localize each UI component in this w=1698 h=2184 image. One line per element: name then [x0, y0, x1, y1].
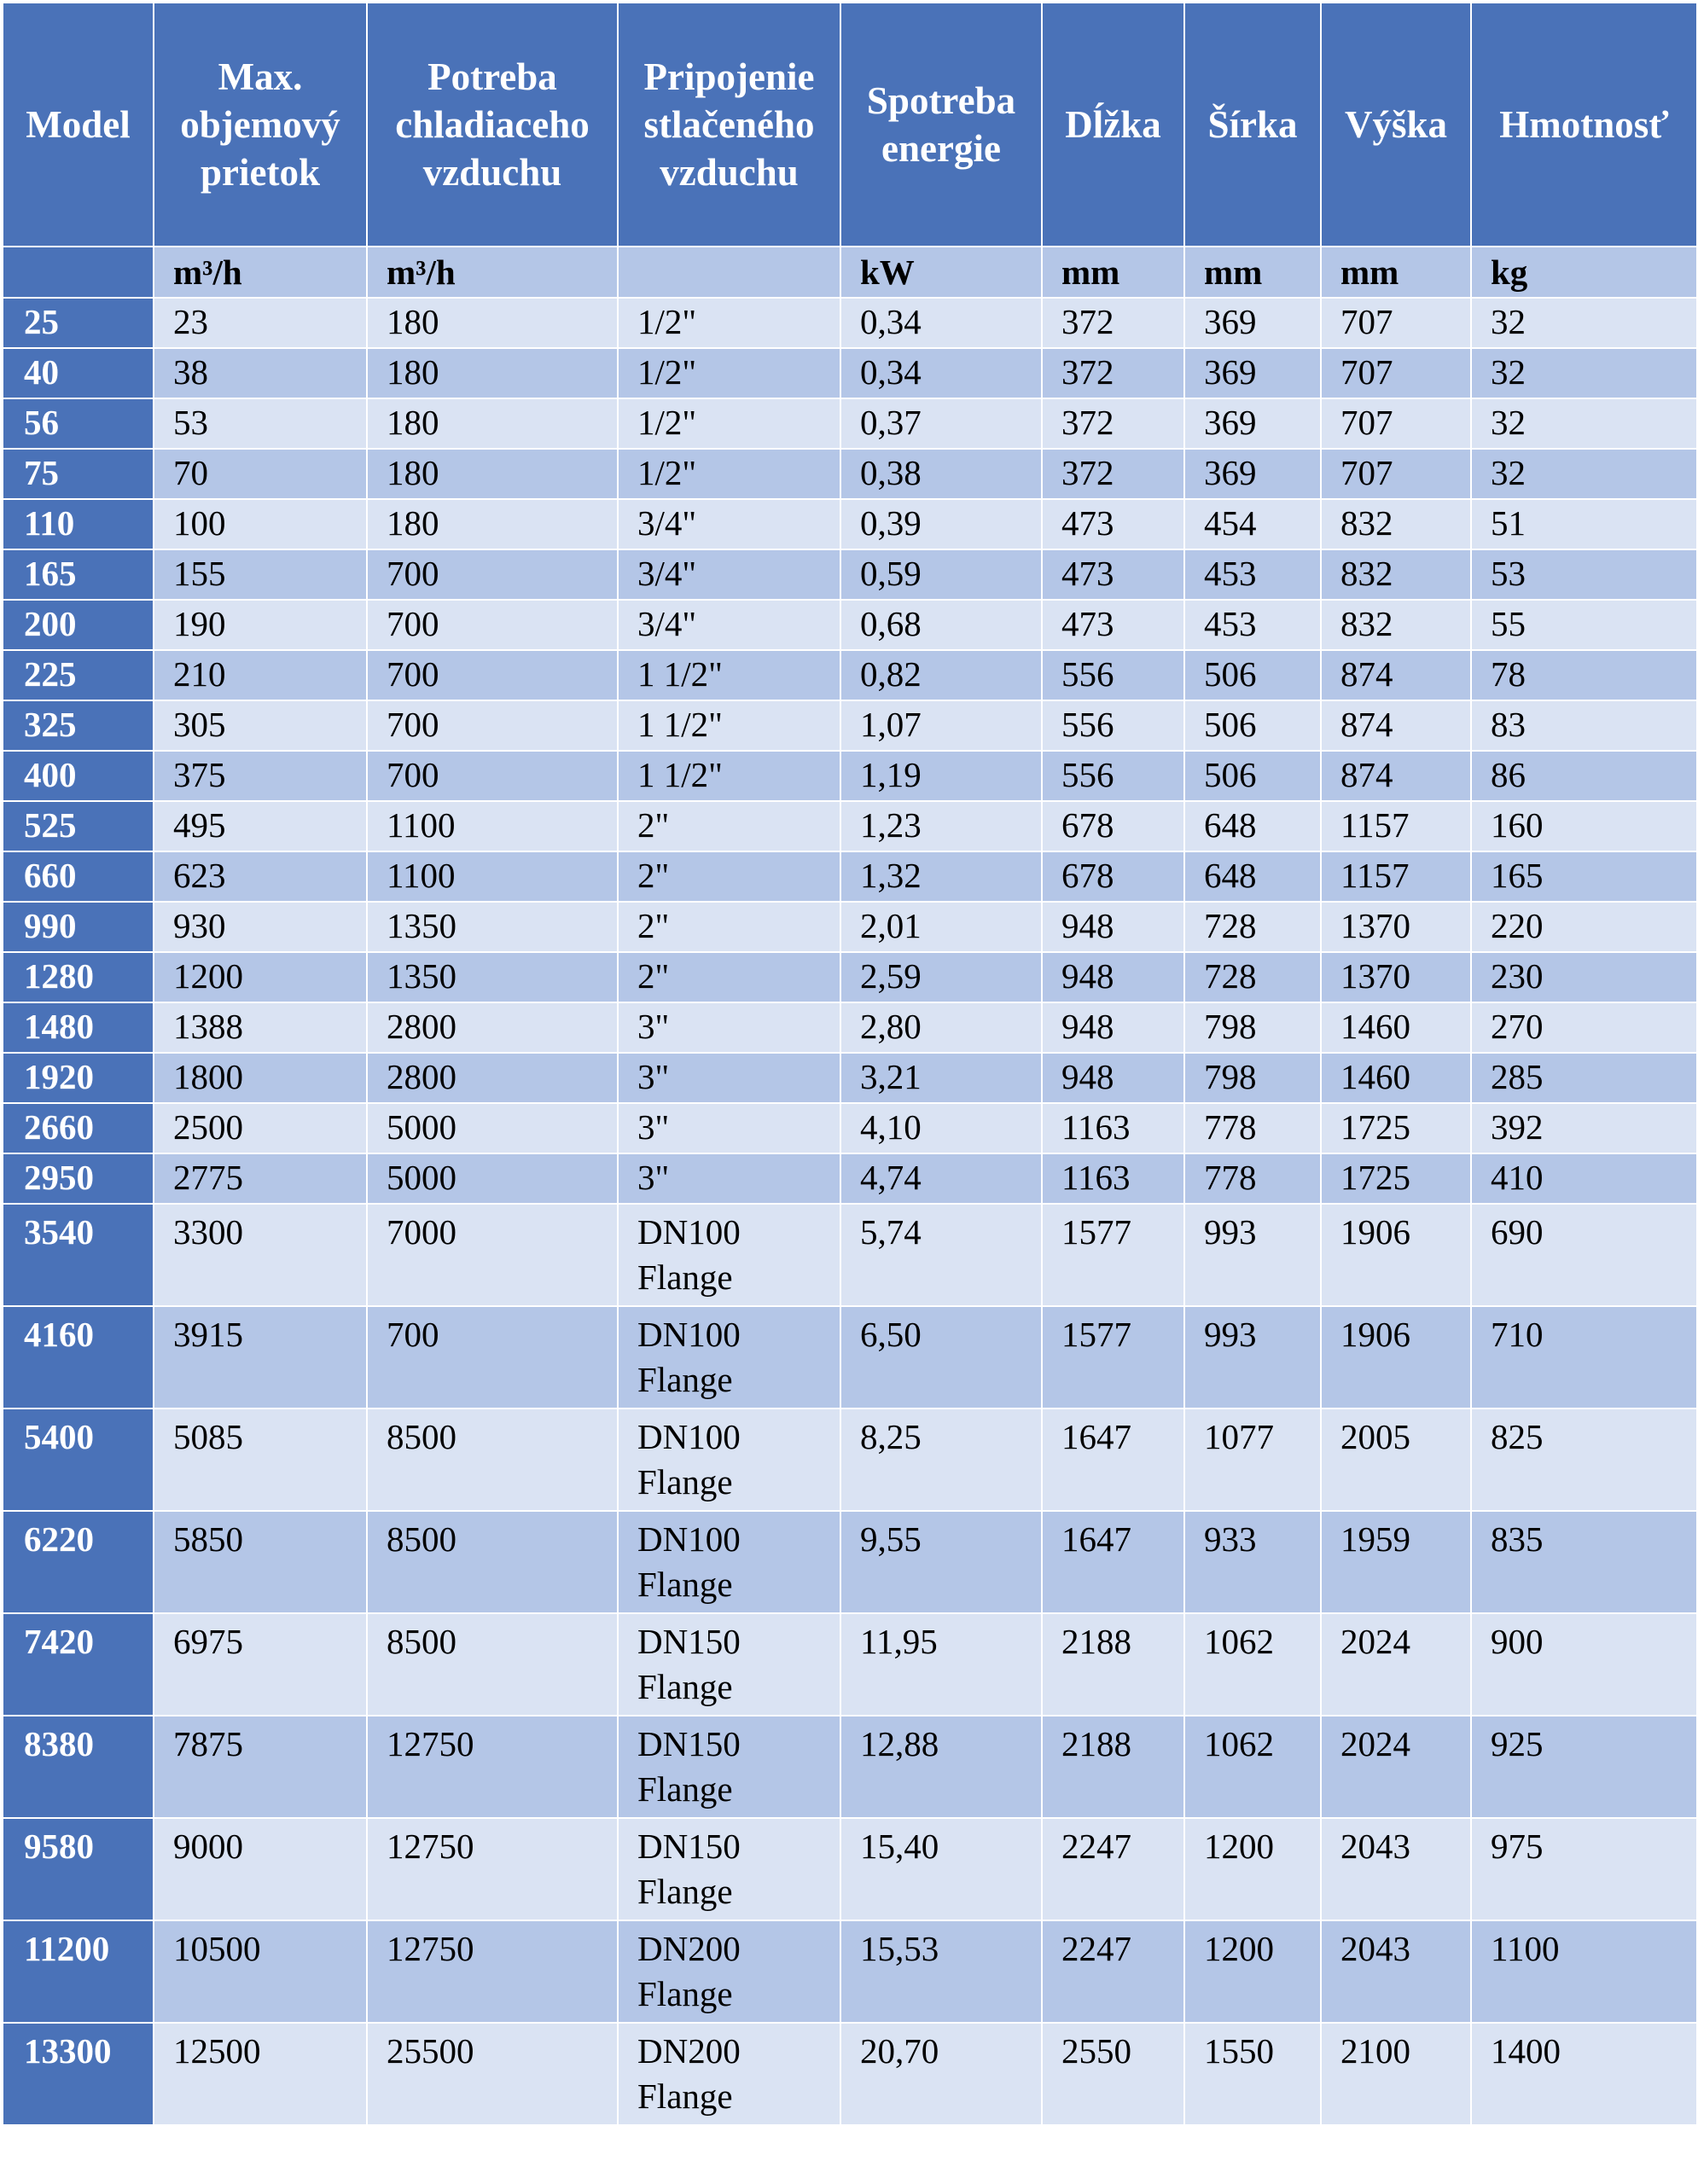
table-row	[3, 1204, 1697, 1306]
cell-model: 13300	[3, 2023, 154, 2125]
cell-energy: 9,55	[840, 1511, 1042, 1613]
cell-length: 372	[1042, 348, 1184, 398]
cell-model: 525	[3, 801, 154, 851]
cell-width: 369	[1184, 298, 1321, 348]
cell-weight: 835	[1471, 1511, 1697, 1613]
cell-model: 225	[3, 650, 154, 700]
cell-connection: 3/4"	[618, 549, 840, 600]
cell-weight: 86	[1471, 751, 1697, 801]
cell-width: 993	[1184, 1306, 1321, 1409]
table-row	[3, 700, 1697, 751]
cell-energy: 1,23	[840, 801, 1042, 851]
cell-height: 2043	[1321, 1920, 1471, 2023]
cell-length: 948	[1042, 952, 1184, 1002]
cell-connection: 1 1/2"	[618, 700, 840, 751]
cell-cooling-air: 700	[367, 549, 618, 600]
cell-model: 400	[3, 751, 154, 801]
cell-height: 1725	[1321, 1103, 1471, 1153]
table-row	[3, 851, 1697, 902]
cell-connection: DN200 Flange	[618, 2023, 840, 2125]
cell-max-flow: 495	[154, 801, 367, 851]
cell-cooling-air: 8500	[367, 1613, 618, 1716]
table-row	[3, 751, 1697, 801]
cell-model: 11200	[3, 1920, 154, 2023]
cell-connection: DN100 Flange	[618, 1306, 840, 1409]
cell-max-flow: 623	[154, 851, 367, 902]
cell-energy: 8,25	[840, 1409, 1042, 1511]
cell-length: 678	[1042, 851, 1184, 902]
cell-model: 25	[3, 298, 154, 348]
cell-max-flow: 12500	[154, 2023, 367, 2125]
cell-weight: 32	[1471, 398, 1697, 449]
cell-cooling-air: 180	[367, 298, 618, 348]
cell-energy: 0,68	[840, 600, 1042, 650]
cell-length: 1577	[1042, 1204, 1184, 1306]
cell-energy: 12,88	[840, 1716, 1042, 1818]
cell-connection: DN150 Flange	[618, 1716, 840, 1818]
cell-model: 1480	[3, 1002, 154, 1053]
table-row	[3, 1306, 1697, 1409]
cell-length: 372	[1042, 449, 1184, 499]
unit-max-flow: m³/h	[154, 247, 367, 298]
cell-cooling-air: 8500	[367, 1409, 618, 1511]
cell-height: 707	[1321, 398, 1471, 449]
cell-connection: 1/2"	[618, 449, 840, 499]
cell-weight: 32	[1471, 348, 1697, 398]
cell-weight: 1400	[1471, 2023, 1697, 2125]
unit-width: mm	[1184, 247, 1321, 298]
cell-length: 556	[1042, 751, 1184, 801]
cell-length: 473	[1042, 499, 1184, 549]
cell-weight: 160	[1471, 801, 1697, 851]
cell-weight: 83	[1471, 700, 1697, 751]
cell-max-flow: 23	[154, 298, 367, 348]
cell-max-flow: 10500	[154, 1920, 367, 2023]
cell-length: 556	[1042, 650, 1184, 700]
cell-cooling-air: 25500	[367, 2023, 618, 2125]
cell-height: 707	[1321, 298, 1471, 348]
cell-connection: 3"	[618, 1153, 840, 1204]
cell-width: 1200	[1184, 1818, 1321, 1920]
cell-energy: 2,59	[840, 952, 1042, 1002]
cell-energy: 0,82	[840, 650, 1042, 700]
table-row	[3, 298, 1697, 348]
table-row	[3, 1613, 1697, 1716]
cell-max-flow: 375	[154, 751, 367, 801]
cell-weight: 165	[1471, 851, 1697, 902]
unit-model	[3, 247, 154, 298]
cell-max-flow: 1800	[154, 1053, 367, 1103]
cell-weight: 53	[1471, 549, 1697, 600]
cell-connection: 1/2"	[618, 348, 840, 398]
cell-weight: 825	[1471, 1409, 1697, 1511]
cell-max-flow: 190	[154, 600, 367, 650]
table-body	[3, 298, 1697, 2125]
cell-width: 1062	[1184, 1613, 1321, 1716]
cell-max-flow: 9000	[154, 1818, 367, 1920]
cell-energy: 0,34	[840, 298, 1042, 348]
cell-length: 2247	[1042, 1818, 1184, 1920]
cell-cooling-air: 700	[367, 751, 618, 801]
table-row	[3, 902, 1697, 952]
cell-model: 1920	[3, 1053, 154, 1103]
table-row	[3, 1409, 1697, 1511]
cell-model: 325	[3, 700, 154, 751]
cell-height: 1959	[1321, 1511, 1471, 1613]
cell-max-flow: 5850	[154, 1511, 367, 1613]
cell-cooling-air: 1350	[367, 902, 618, 952]
cell-height: 707	[1321, 449, 1471, 499]
cell-cooling-air: 180	[367, 499, 618, 549]
cell-energy: 0,38	[840, 449, 1042, 499]
cell-height: 874	[1321, 751, 1471, 801]
cell-width: 1062	[1184, 1716, 1321, 1818]
cell-length: 948	[1042, 1002, 1184, 1053]
table-row	[3, 952, 1697, 1002]
header-cooling-air: Potreba chladiaceho vzduchu	[367, 3, 618, 247]
cell-cooling-air: 8500	[367, 1511, 618, 1613]
cell-width: 1550	[1184, 2023, 1321, 2125]
cell-connection: 2"	[618, 851, 840, 902]
table-row	[3, 1716, 1697, 1818]
table-row	[3, 499, 1697, 549]
cell-width: 993	[1184, 1204, 1321, 1306]
table-row	[3, 1153, 1697, 1204]
cell-connection: 1/2"	[618, 398, 840, 449]
cell-height: 832	[1321, 499, 1471, 549]
cell-energy: 1,07	[840, 700, 1042, 751]
cell-width: 369	[1184, 449, 1321, 499]
cell-model: 660	[3, 851, 154, 902]
cell-cooling-air: 1350	[367, 952, 618, 1002]
cell-model: 2660	[3, 1103, 154, 1153]
cell-connection: 3"	[618, 1103, 840, 1153]
cell-connection: DN100 Flange	[618, 1511, 840, 1613]
cell-cooling-air: 5000	[367, 1153, 618, 1204]
cell-energy: 11,95	[840, 1613, 1042, 1716]
cell-height: 2043	[1321, 1818, 1471, 1920]
cell-model: 3540	[3, 1204, 154, 1306]
cell-width: 369	[1184, 398, 1321, 449]
cell-weight: 410	[1471, 1153, 1697, 1204]
cell-width: 778	[1184, 1153, 1321, 1204]
cell-height: 2005	[1321, 1409, 1471, 1511]
cell-cooling-air: 180	[367, 398, 618, 449]
table-row	[3, 650, 1697, 700]
cell-width: 506	[1184, 700, 1321, 751]
table-row	[3, 600, 1697, 650]
cell-length: 2188	[1042, 1716, 1184, 1818]
cell-length: 1163	[1042, 1153, 1184, 1204]
cell-energy: 0,34	[840, 348, 1042, 398]
unit-cooling-air: m³/h	[367, 247, 618, 298]
cell-cooling-air: 1100	[367, 851, 618, 902]
cell-weight: 710	[1471, 1306, 1697, 1409]
cell-length: 1647	[1042, 1409, 1184, 1511]
cell-energy: 1,19	[840, 751, 1042, 801]
header-energy-consumption: Spotreba energie	[840, 3, 1042, 247]
cell-width: 648	[1184, 801, 1321, 851]
table-row	[3, 449, 1697, 499]
cell-width: 1077	[1184, 1409, 1321, 1511]
cell-length: 2550	[1042, 2023, 1184, 2125]
cell-model: 4160	[3, 1306, 154, 1409]
cell-height: 2024	[1321, 1613, 1471, 1716]
cell-max-flow: 70	[154, 449, 367, 499]
cell-model: 5400	[3, 1409, 154, 1511]
spec-table	[2, 2, 1698, 2126]
cell-connection: 3"	[618, 1002, 840, 1053]
cell-width: 798	[1184, 1053, 1321, 1103]
table-row	[3, 1103, 1697, 1153]
table-row	[3, 549, 1697, 600]
cell-connection: 3/4"	[618, 600, 840, 650]
cell-width: 506	[1184, 650, 1321, 700]
cell-max-flow: 930	[154, 902, 367, 952]
cell-weight: 1100	[1471, 1920, 1697, 2023]
cell-cooling-air: 700	[367, 700, 618, 751]
cell-width: 1200	[1184, 1920, 1321, 2023]
header-weight: Hmotnosť	[1471, 3, 1697, 247]
cell-width: 369	[1184, 348, 1321, 398]
cell-cooling-air: 5000	[367, 1103, 618, 1153]
cell-width: 798	[1184, 1002, 1321, 1053]
cell-height: 1725	[1321, 1153, 1471, 1204]
cell-height: 1460	[1321, 1002, 1471, 1053]
cell-connection: 2"	[618, 952, 840, 1002]
cell-height: 874	[1321, 700, 1471, 751]
cell-height: 1157	[1321, 801, 1471, 851]
cell-height: 832	[1321, 600, 1471, 650]
cell-height: 832	[1321, 549, 1471, 600]
cell-model: 8380	[3, 1716, 154, 1818]
table-row	[3, 1920, 1697, 2023]
cell-length: 948	[1042, 1053, 1184, 1103]
unit-height: mm	[1321, 247, 1471, 298]
cell-weight: 925	[1471, 1716, 1697, 1818]
cell-width: 648	[1184, 851, 1321, 902]
cell-energy: 20,70	[840, 2023, 1042, 2125]
cell-energy: 0,37	[840, 398, 1042, 449]
cell-energy: 5,74	[840, 1204, 1042, 1306]
header-height: Výška	[1321, 3, 1471, 247]
cell-max-flow: 1200	[154, 952, 367, 1002]
cell-weight: 32	[1471, 449, 1697, 499]
cell-width: 454	[1184, 499, 1321, 549]
cell-model: 7420	[3, 1613, 154, 1716]
cell-energy: 4,74	[840, 1153, 1042, 1204]
table-row	[3, 1002, 1697, 1053]
cell-length: 556	[1042, 700, 1184, 751]
cell-length: 1163	[1042, 1103, 1184, 1153]
cell-max-flow: 53	[154, 398, 367, 449]
cell-energy: 0,39	[840, 499, 1042, 549]
units-row	[3, 247, 1697, 298]
cell-max-flow: 6975	[154, 1613, 367, 1716]
cell-length: 678	[1042, 801, 1184, 851]
cell-width: 506	[1184, 751, 1321, 801]
cell-cooling-air: 180	[367, 449, 618, 499]
cell-width: 728	[1184, 902, 1321, 952]
cell-cooling-air: 700	[367, 1306, 618, 1409]
cell-model: 110	[3, 499, 154, 549]
cell-energy: 0,59	[840, 549, 1042, 600]
cell-energy: 2,01	[840, 902, 1042, 952]
cell-connection: DN100 Flange	[618, 1409, 840, 1511]
cell-length: 948	[1042, 902, 1184, 952]
cell-energy: 15,53	[840, 1920, 1042, 2023]
table-row	[3, 1818, 1697, 1920]
cell-cooling-air: 180	[367, 348, 618, 398]
cell-length: 372	[1042, 298, 1184, 348]
cell-connection: 3/4"	[618, 499, 840, 549]
cell-length: 1577	[1042, 1306, 1184, 1409]
cell-width: 728	[1184, 952, 1321, 1002]
table-row	[3, 2023, 1697, 2125]
header-max-flow: Max. objemový prietok	[154, 3, 367, 247]
table-row	[3, 801, 1697, 851]
header-row	[3, 3, 1697, 247]
table-row	[3, 398, 1697, 449]
cell-weight: 220	[1471, 902, 1697, 952]
cell-max-flow: 155	[154, 549, 367, 600]
cell-length: 372	[1042, 398, 1184, 449]
cell-model: 9580	[3, 1818, 154, 1920]
cell-max-flow: 7875	[154, 1716, 367, 1818]
cell-model: 40	[3, 348, 154, 398]
unit-length: mm	[1042, 247, 1184, 298]
cell-weight: 32	[1471, 298, 1697, 348]
unit-energy: kW	[840, 247, 1042, 298]
table-row	[3, 1511, 1697, 1613]
cell-energy: 1,32	[840, 851, 1042, 902]
cell-connection: 3"	[618, 1053, 840, 1103]
cell-length: 473	[1042, 600, 1184, 650]
cell-cooling-air: 12750	[367, 1716, 618, 1818]
cell-model: 2950	[3, 1153, 154, 1204]
cell-cooling-air: 12750	[367, 1818, 618, 1920]
cell-connection: 1 1/2"	[618, 751, 840, 801]
cell-length: 473	[1042, 549, 1184, 600]
cell-max-flow: 3300	[154, 1204, 367, 1306]
cell-width: 453	[1184, 600, 1321, 650]
cell-energy: 6,50	[840, 1306, 1042, 1409]
cell-connection: DN150 Flange	[618, 1613, 840, 1716]
cell-width: 453	[1184, 549, 1321, 600]
cell-connection: 1/2"	[618, 298, 840, 348]
header-model: Model	[3, 3, 154, 247]
cell-length: 2247	[1042, 1920, 1184, 2023]
cell-weight: 270	[1471, 1002, 1697, 1053]
cell-cooling-air: 700	[367, 650, 618, 700]
cell-height: 1906	[1321, 1306, 1471, 1409]
cell-cooling-air: 700	[367, 600, 618, 650]
cell-connection: 2"	[618, 902, 840, 952]
cell-connection: DN150 Flange	[618, 1818, 840, 1920]
cell-model: 165	[3, 549, 154, 600]
cell-model: 990	[3, 902, 154, 952]
cell-weight: 285	[1471, 1053, 1697, 1103]
cell-connection: DN200 Flange	[618, 1920, 840, 2023]
cell-cooling-air: 2800	[367, 1002, 618, 1053]
cell-cooling-air: 1100	[367, 801, 618, 851]
cell-model: 56	[3, 398, 154, 449]
cell-weight: 900	[1471, 1613, 1697, 1716]
cell-height: 1906	[1321, 1204, 1471, 1306]
cell-height: 1370	[1321, 952, 1471, 1002]
cell-weight: 78	[1471, 650, 1697, 700]
cell-cooling-air: 12750	[367, 1920, 618, 2023]
cell-weight: 975	[1471, 1818, 1697, 1920]
header-width: Šírka	[1184, 3, 1321, 247]
cell-connection: DN100 Flange	[618, 1204, 840, 1306]
cell-height: 1460	[1321, 1053, 1471, 1103]
cell-weight: 51	[1471, 499, 1697, 549]
cell-energy: 2,80	[840, 1002, 1042, 1053]
cell-length: 2188	[1042, 1613, 1184, 1716]
cell-energy: 3,21	[840, 1053, 1042, 1103]
cell-height: 874	[1321, 650, 1471, 700]
table-row	[3, 1053, 1697, 1103]
cell-model: 75	[3, 449, 154, 499]
cell-weight: 230	[1471, 952, 1697, 1002]
cell-connection: 1 1/2"	[618, 650, 840, 700]
unit-connection	[618, 247, 840, 298]
cell-model: 200	[3, 600, 154, 650]
cell-energy: 4,10	[840, 1103, 1042, 1153]
cell-max-flow: 305	[154, 700, 367, 751]
cell-max-flow: 2500	[154, 1103, 367, 1153]
spec-table-wrapper	[2, 2, 1696, 2126]
cell-weight: 690	[1471, 1204, 1697, 1306]
cell-height: 2100	[1321, 2023, 1471, 2125]
cell-model: 6220	[3, 1511, 154, 1613]
cell-max-flow: 5085	[154, 1409, 367, 1511]
cell-max-flow: 38	[154, 348, 367, 398]
cell-max-flow: 2775	[154, 1153, 367, 1204]
cell-max-flow: 100	[154, 499, 367, 549]
cell-length: 1647	[1042, 1511, 1184, 1613]
table-row	[3, 348, 1697, 398]
cell-height: 707	[1321, 348, 1471, 398]
cell-energy: 15,40	[840, 1818, 1042, 1920]
cell-width: 778	[1184, 1103, 1321, 1153]
cell-cooling-air: 7000	[367, 1204, 618, 1306]
cell-max-flow: 3915	[154, 1306, 367, 1409]
cell-cooling-air: 2800	[367, 1053, 618, 1103]
cell-max-flow: 210	[154, 650, 367, 700]
header-compressed-air-connection: Pripojenie stlačeného vzduchu	[618, 3, 840, 247]
cell-height: 1370	[1321, 902, 1471, 952]
cell-model: 1280	[3, 952, 154, 1002]
cell-height: 2024	[1321, 1716, 1471, 1818]
cell-height: 1157	[1321, 851, 1471, 902]
cell-max-flow: 1388	[154, 1002, 367, 1053]
cell-connection: 2"	[618, 801, 840, 851]
cell-weight: 55	[1471, 600, 1697, 650]
unit-weight: kg	[1471, 247, 1697, 298]
cell-weight: 392	[1471, 1103, 1697, 1153]
header-length: Dĺžka	[1042, 3, 1184, 247]
cell-width: 933	[1184, 1511, 1321, 1613]
